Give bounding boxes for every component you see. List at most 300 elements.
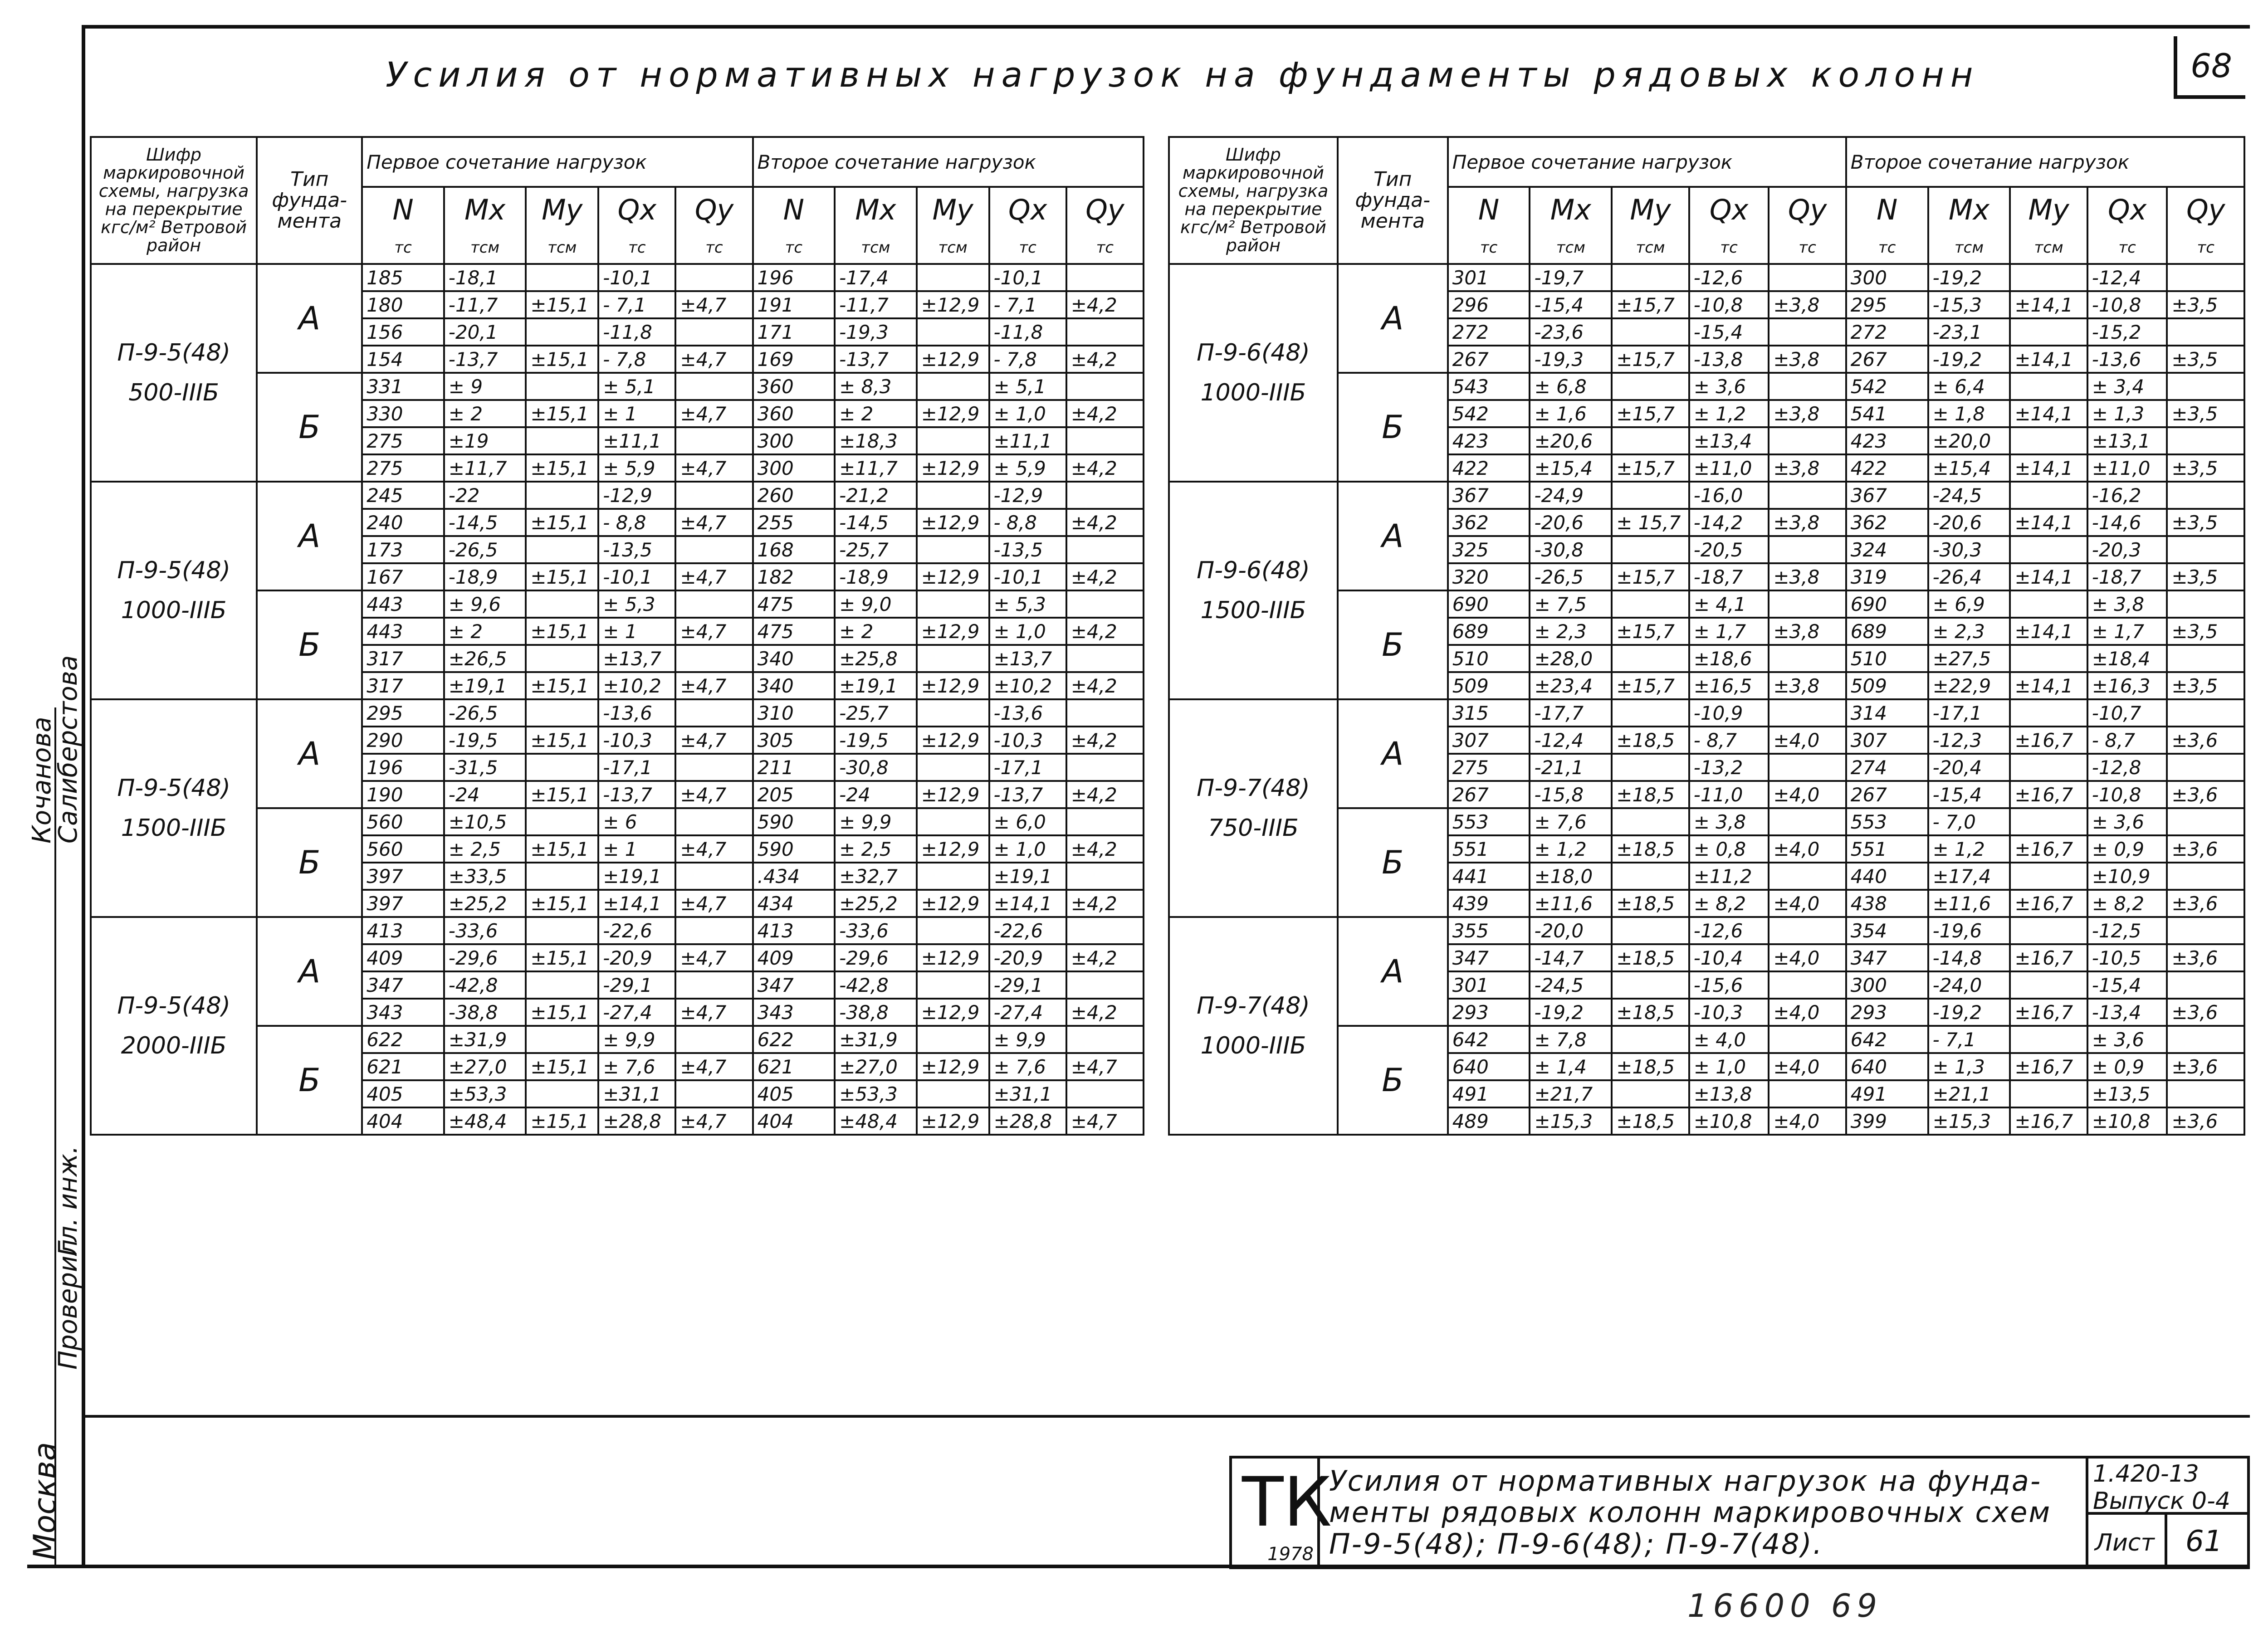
value-cell: ±33,5	[444, 863, 526, 890]
value-cell: 180	[362, 291, 444, 318]
value-cell: -10,4	[1689, 944, 1769, 971]
value-cell	[2010, 645, 2087, 672]
value-cell: ± 7,5	[1530, 590, 1612, 618]
value-cell: 422	[1448, 454, 1530, 482]
value-cell	[1066, 1026, 1144, 1053]
value-cell: -20,6	[1530, 509, 1612, 536]
value-cell: -19,2	[1530, 999, 1612, 1026]
value-cell: ±15,1	[526, 999, 598, 1026]
value-cell: ±15,1	[526, 944, 598, 971]
header-unit: тс	[362, 232, 444, 264]
schema-line: П-9-7(48)	[1197, 774, 1310, 802]
value-cell: ±16,7	[2010, 781, 2087, 808]
header-param-mx: Mx	[1928, 187, 2010, 232]
value-cell: ±21,7	[1530, 1080, 1612, 1107]
value-cell: 409	[753, 944, 835, 971]
value-cell	[526, 808, 598, 835]
header-param-qy: Qy	[1066, 187, 1144, 232]
value-cell: ±3,6	[2167, 1053, 2244, 1080]
table-row	[1169, 917, 2244, 944]
value-cell: -15,3	[1928, 291, 2010, 318]
value-cell	[526, 645, 598, 672]
value-cell: ±4,7	[675, 944, 753, 971]
value-cell	[2167, 699, 2244, 727]
value-cell: 182	[753, 563, 835, 590]
value-cell: ±4,7	[675, 454, 753, 482]
value-cell	[526, 917, 598, 944]
value-cell	[1066, 536, 1144, 563]
value-cell	[2010, 1080, 2087, 1107]
value-cell: ±26,5	[444, 645, 526, 672]
value-cell: -20,9	[598, 944, 675, 971]
value-cell: ± 3,6	[1689, 373, 1769, 400]
value-cell: -16,0	[1689, 482, 1769, 509]
value-cell: 413	[753, 917, 835, 944]
value-cell	[917, 536, 989, 563]
value-cell: 343	[753, 999, 835, 1026]
value-cell: -17,4	[835, 264, 917, 291]
value-cell: 642	[1846, 1026, 1928, 1053]
value-cell: ±15,7	[1612, 563, 1689, 590]
value-cell: ±15,7	[1612, 672, 1689, 699]
value-cell: 441	[1448, 863, 1530, 890]
value-cell: ± 1,3	[2087, 400, 2167, 427]
foundation-type-cell: А	[257, 264, 362, 373]
header-unit: тс	[1846, 232, 1928, 264]
foundation-type-cell: Б	[1338, 808, 1448, 917]
header-unit: тсм	[526, 232, 598, 264]
value-cell	[1066, 427, 1144, 454]
value-cell	[526, 482, 598, 509]
value-cell: ±25,8	[835, 645, 917, 672]
schema-line: 1000-IIIБ	[1200, 1032, 1306, 1059]
value-cell: ± 2	[444, 400, 526, 427]
value-cell: ±18,5	[1612, 781, 1689, 808]
value-cell: -15,6	[1689, 971, 1769, 999]
value-cell: ± 0,9	[2087, 835, 2167, 863]
value-cell: ±4,7	[675, 291, 753, 318]
value-cell: -10,1	[989, 563, 1066, 590]
schema-line: П-9-7(48)	[1197, 992, 1310, 1019]
value-cell	[1612, 318, 1689, 346]
value-cell: 347	[1448, 944, 1530, 971]
value-cell: ± 3,8	[2087, 590, 2167, 618]
value-cell: -13,6	[2087, 346, 2167, 373]
value-cell	[2167, 917, 2244, 944]
value-cell: -12,4	[2087, 264, 2167, 291]
value-cell: -11,7	[835, 291, 917, 318]
value-cell: ±3,6	[2167, 890, 2244, 917]
value-cell	[2167, 427, 2244, 454]
value-cell: ±11,2	[1689, 863, 1769, 890]
value-cell: -42,8	[835, 971, 917, 999]
value-cell: -14,2	[1689, 509, 1769, 536]
value-cell: ±4,7	[675, 727, 753, 754]
value-cell: ±4,0	[1769, 727, 1846, 754]
value-cell	[917, 590, 989, 618]
value-cell: 275	[362, 454, 444, 482]
page-title: Усилия от нормативных нагрузок на фундаменты рядовых колонн	[386, 54, 1980, 95]
value-cell	[1612, 917, 1689, 944]
value-cell: 621	[362, 1053, 444, 1080]
header-unit: тс	[1448, 232, 1530, 264]
value-cell: ± 1,0	[989, 835, 1066, 863]
value-cell: -14,7	[1530, 944, 1612, 971]
value-cell: ±4,2	[1066, 291, 1144, 318]
value-cell: ± 9,0	[835, 590, 917, 618]
value-cell: -19,2	[1928, 346, 2010, 373]
value-cell: -22	[444, 482, 526, 509]
value-cell	[1612, 645, 1689, 672]
value-cell: ±17,4	[1928, 863, 2010, 890]
value-cell: ± 7,6	[598, 1053, 675, 1080]
value-cell: ± 8,3	[835, 373, 917, 400]
value-cell: ± 2,3	[1530, 618, 1612, 645]
value-cell: ±53,3	[444, 1080, 526, 1107]
value-cell: 397	[362, 863, 444, 890]
value-cell: 319	[1846, 563, 1928, 590]
value-cell	[1769, 264, 1846, 291]
value-cell: -13,7	[598, 781, 675, 808]
value-cell	[1612, 427, 1689, 454]
value-cell	[917, 318, 989, 346]
value-cell: ±28,8	[989, 1107, 1066, 1135]
value-cell: -20,4	[1928, 754, 2010, 781]
value-cell: 300	[753, 454, 835, 482]
header-param-mx: Mx	[835, 187, 917, 232]
value-cell	[1612, 536, 1689, 563]
value-cell: 275	[362, 427, 444, 454]
loads-table-right	[1168, 136, 2245, 1136]
value-cell	[2167, 645, 2244, 672]
header-unit: тсм	[1928, 232, 2010, 264]
value-cell: -13,6	[598, 699, 675, 727]
stamp-sheet-label-cell	[2086, 1512, 2167, 1569]
value-cell: 434	[753, 890, 835, 917]
value-cell: ±18,5	[1612, 835, 1689, 863]
value-cell: ±3,8	[1769, 563, 1846, 590]
value-cell: ±4,2	[1066, 999, 1144, 1026]
value-cell	[2167, 536, 2244, 563]
value-cell: 347	[362, 971, 444, 999]
value-cell: ±15,1	[526, 890, 598, 917]
table-row	[1169, 482, 2244, 509]
value-cell: ±15,1	[526, 509, 598, 536]
value-cell: ±3,8	[1769, 672, 1846, 699]
value-cell: ±16,7	[2010, 999, 2087, 1026]
value-cell: -12,6	[1689, 917, 1769, 944]
value-cell: ±12,9	[917, 346, 989, 373]
sheet-corner-number: 68	[2174, 36, 2245, 99]
value-cell: ±4,2	[1066, 618, 1144, 645]
value-cell: ±12,9	[917, 509, 989, 536]
value-cell: -21,2	[835, 482, 917, 509]
value-cell: 300	[753, 427, 835, 454]
value-cell: ±4,0	[1769, 890, 1846, 917]
value-cell: -31,5	[444, 754, 526, 781]
value-cell: 475	[753, 590, 835, 618]
value-cell	[2010, 536, 2087, 563]
value-cell: ±15,1	[526, 291, 598, 318]
value-cell: -29,1	[989, 971, 1066, 999]
value-cell: 560	[362, 835, 444, 863]
value-cell: -17,1	[989, 754, 1066, 781]
value-cell: -14,5	[444, 509, 526, 536]
value-cell: 272	[1846, 318, 1928, 346]
value-cell: ±14,1	[989, 890, 1066, 917]
value-cell: -13,2	[1689, 754, 1769, 781]
value-cell	[1769, 590, 1846, 618]
value-cell: ±4,0	[1769, 999, 1846, 1026]
header-foundation-type: Тип фунда-мента	[1338, 137, 1448, 264]
stamp-code-cell	[2086, 1456, 2250, 1515]
foundation-type-cell: Б	[1338, 373, 1448, 482]
value-cell: ±16,3	[2087, 672, 2167, 699]
role-checked: Проверил	[54, 1239, 83, 1370]
value-cell: ± 1,2	[1530, 835, 1612, 863]
value-cell: ±13,5	[2087, 1080, 2167, 1107]
value-cell: ±3,8	[1769, 618, 1846, 645]
value-cell: -22,6	[598, 917, 675, 944]
value-cell: 317	[362, 672, 444, 699]
schema-cell	[1169, 482, 1338, 699]
value-cell	[675, 427, 753, 454]
value-cell: 622	[753, 1026, 835, 1053]
value-cell: -13,7	[835, 346, 917, 373]
value-cell: ±15,1	[526, 835, 598, 863]
value-cell: ±4,7	[1066, 1053, 1144, 1080]
schema-line: П-9-5(48)	[117, 339, 230, 366]
value-cell	[1066, 971, 1144, 999]
value-cell: -29,6	[444, 944, 526, 971]
foundation-type-cell: А	[257, 482, 362, 590]
value-cell: 168	[753, 536, 835, 563]
value-cell: 438	[1846, 890, 1928, 917]
value-cell: ±16,7	[2010, 944, 2087, 971]
value-cell: ± 1,0	[989, 400, 1066, 427]
schema-line: 1500-IIIБ	[1200, 597, 1306, 624]
value-cell: 205	[753, 781, 835, 808]
approver-name-2: Кочанова	[27, 717, 57, 844]
value-cell: ±32,7	[835, 863, 917, 890]
value-cell	[2010, 264, 2087, 291]
value-cell: 267	[1846, 781, 1928, 808]
value-cell: 190	[362, 781, 444, 808]
value-cell: ±4,7	[675, 1053, 753, 1080]
value-cell: -23,1	[1928, 318, 2010, 346]
value-cell	[1066, 482, 1144, 509]
value-cell: 314	[1846, 699, 1928, 727]
table-row	[1169, 264, 2244, 291]
header-unit: тс	[598, 232, 675, 264]
value-cell: -11,7	[444, 291, 526, 318]
header-unit: тс	[675, 232, 753, 264]
schema-cell	[1169, 699, 1338, 917]
schema-cell	[91, 482, 257, 699]
value-cell: -19,5	[835, 727, 917, 754]
value-cell: ± 3,6	[2087, 808, 2167, 835]
value-cell	[1066, 699, 1144, 727]
value-cell: -10,9	[1689, 699, 1769, 727]
value-cell: 690	[1846, 590, 1928, 618]
value-cell: ±3,8	[1769, 291, 1846, 318]
value-cell	[675, 971, 753, 999]
value-cell: ±3,5	[2167, 672, 2244, 699]
value-cell: -30,8	[835, 754, 917, 781]
value-cell: 640	[1846, 1053, 1928, 1080]
value-cell: -20,0	[1530, 917, 1612, 944]
value-cell: ± 0,8	[1689, 835, 1769, 863]
value-cell: 367	[1846, 482, 1928, 509]
value-cell	[675, 808, 753, 835]
value-cell: ±12,9	[917, 291, 989, 318]
value-cell: ± 1,6	[1530, 400, 1612, 427]
value-cell: 475	[753, 618, 835, 645]
value-cell: ±3,6	[2167, 1107, 2244, 1135]
value-cell: ±48,4	[444, 1107, 526, 1135]
value-cell	[1612, 590, 1689, 618]
value-cell: 404	[362, 1107, 444, 1135]
value-cell: ± 6,0	[989, 808, 1066, 835]
value-cell: 439	[1448, 890, 1530, 917]
header-param-qx: Qx	[2087, 187, 2167, 232]
value-cell: ±14,1	[2010, 291, 2087, 318]
value-cell: ±4,0	[1769, 781, 1846, 808]
value-cell: 245	[362, 482, 444, 509]
value-cell: ±12,9	[917, 618, 989, 645]
table-row	[91, 699, 1144, 727]
value-cell: ±12,9	[917, 727, 989, 754]
value-cell	[675, 373, 753, 400]
stamp-logo: ТК	[1242, 1463, 1332, 1542]
value-cell: ± 3,4	[2087, 373, 2167, 400]
header-param-qy: Qy	[1769, 187, 1846, 232]
value-cell: ± 7,6	[1530, 808, 1612, 835]
value-cell: ± 4,1	[1689, 590, 1769, 618]
value-cell	[917, 1026, 989, 1053]
value-cell: -13,5	[598, 536, 675, 563]
value-cell	[1612, 482, 1689, 509]
value-cell	[1066, 808, 1144, 835]
value-cell: ±11,1	[598, 427, 675, 454]
value-cell: ±15,1	[526, 618, 598, 645]
value-cell: ± 9,9	[989, 1026, 1066, 1053]
stamp-description: Усилия от нормативных нагрузок на фунда-менты рядовых колонн маркировочных схем П-9-5(48); П-9-6(48); П-9-7(48).	[1329, 1464, 2052, 1561]
value-cell: -24	[444, 781, 526, 808]
value-cell	[2167, 754, 2244, 781]
value-cell: -19,2	[1928, 264, 2010, 291]
value-cell: ±12,9	[917, 563, 989, 590]
value-cell: 240	[362, 509, 444, 536]
value-cell: ±4,2	[1066, 509, 1144, 536]
value-cell: ±4,7	[675, 999, 753, 1026]
value-cell	[1769, 699, 1846, 727]
value-cell	[2010, 917, 2087, 944]
value-cell	[1066, 645, 1144, 672]
value-cell: -10,1	[598, 264, 675, 291]
value-cell: ± 5,1	[598, 373, 675, 400]
value-cell: -12,9	[598, 482, 675, 509]
value-cell: ±18,5	[1612, 944, 1689, 971]
value-cell	[1769, 427, 1846, 454]
value-cell	[675, 699, 753, 727]
foundation-type-cell: Б	[1338, 590, 1448, 699]
value-cell: 397	[362, 890, 444, 917]
value-cell: -13,8	[1689, 346, 1769, 373]
value-cell	[917, 264, 989, 291]
value-cell	[2010, 863, 2087, 890]
value-cell	[1066, 917, 1144, 944]
value-cell: ± 9,9	[835, 808, 917, 835]
value-cell: ±4,7	[1066, 1107, 1144, 1135]
value-cell: ±15,7	[1612, 400, 1689, 427]
value-cell	[1612, 754, 1689, 781]
value-cell: ±12,9	[917, 944, 989, 971]
value-cell: -24,9	[1530, 482, 1612, 509]
value-cell: ±14,1	[2010, 346, 2087, 373]
value-cell: ±14,1	[2010, 618, 2087, 645]
value-cell: 491	[1846, 1080, 1928, 1107]
value-cell: ±4,2	[1066, 672, 1144, 699]
value-cell: ±15,4	[1928, 454, 2010, 482]
value-cell	[917, 645, 989, 672]
schema-line: 2000-IIIБ	[121, 1032, 227, 1059]
value-cell: 274	[1846, 754, 1928, 781]
value-cell	[917, 373, 989, 400]
value-cell: -20,6	[1928, 509, 2010, 536]
header-param-n: N	[362, 187, 444, 232]
value-cell: 362	[1448, 509, 1530, 536]
value-cell: -33,6	[444, 917, 526, 944]
value-cell	[1612, 1080, 1689, 1107]
value-cell: ±48,4	[835, 1107, 917, 1135]
value-cell	[1066, 373, 1144, 400]
stamp-year: 1978	[1267, 1544, 1314, 1565]
schema-line: П-9-5(48)	[117, 556, 230, 584]
value-cell: ± 1	[598, 835, 675, 863]
value-cell: ±31,1	[598, 1080, 675, 1107]
value-cell: ±13,4	[1689, 427, 1769, 454]
value-cell: 343	[362, 999, 444, 1026]
value-cell: -33,6	[835, 917, 917, 944]
value-cell: ±15,7	[1612, 291, 1689, 318]
value-cell	[526, 699, 598, 727]
value-cell	[1066, 863, 1144, 890]
header-schema: Шифр маркировочной схемы, нагрузка на перекрытие кгс/м² Ветровой район	[1169, 137, 1338, 264]
value-cell: -38,8	[444, 999, 526, 1026]
value-cell: 543	[1448, 373, 1530, 400]
value-cell: 156	[362, 318, 444, 346]
value-cell: ±4,2	[1066, 400, 1144, 427]
value-cell: ±31,9	[444, 1026, 526, 1053]
value-cell: 290	[362, 727, 444, 754]
value-cell: -26,5	[444, 699, 526, 727]
value-cell: ±13,1	[2087, 427, 2167, 454]
value-cell: - 7,0	[1928, 808, 2010, 835]
value-cell	[526, 971, 598, 999]
value-cell: 267	[1448, 346, 1530, 373]
value-cell: 300	[1846, 264, 1928, 291]
value-cell: - 8,8	[989, 509, 1066, 536]
value-cell: -24	[835, 781, 917, 808]
value-cell: ±15,1	[526, 672, 598, 699]
value-cell: ± 2	[835, 400, 917, 427]
value-cell: ±18,5	[1612, 1053, 1689, 1080]
value-cell: 347	[753, 971, 835, 999]
value-cell	[526, 1026, 598, 1053]
value-cell: ± 5,3	[598, 590, 675, 618]
value-cell: ±14,1	[598, 890, 675, 917]
